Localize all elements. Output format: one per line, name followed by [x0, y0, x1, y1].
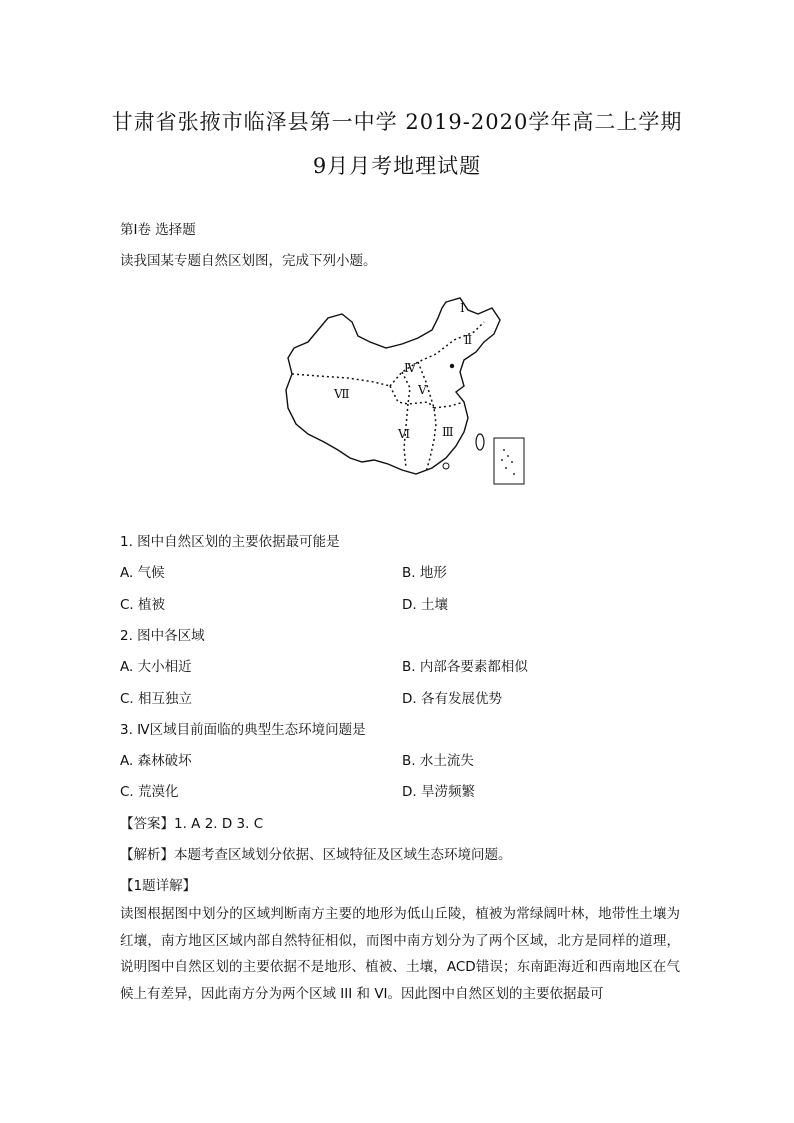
question-1-option-c: C. 植被 — [120, 597, 166, 613]
question-3-option-a: A. 森林破坏 — [120, 753, 192, 769]
question-1-option-d: D. 土壤 — [402, 597, 448, 613]
detail-heading: 【1题详解】 — [120, 878, 197, 894]
question-1-option-a: A. 气候 — [120, 565, 165, 581]
question-1-stem: 1. 图中自然区划的主要依据最可能是 — [120, 534, 340, 550]
section-heading: 第Ⅰ卷 选择题 — [120, 222, 196, 238]
question-2-stem: 2. 图中各区域 — [120, 628, 205, 644]
question-3-stem: 3. Ⅳ区域目前面临的典型生态环境问题是 — [120, 722, 366, 738]
region-label-1: Ⅰ — [460, 301, 465, 315]
region-label-3: Ⅲ — [442, 425, 454, 439]
question-2-option-c: C. 相互独立 — [120, 691, 193, 707]
question-3-option-b: B. 水土流失 — [402, 753, 474, 769]
answer-line: 【答案】1. A 2. D 3. C — [120, 816, 264, 832]
question-2-option-a: A. 大小相近 — [120, 659, 192, 675]
analysis-line: 【解析】本题考查区域划分依据、区域特征及区域生态环境问题。 — [120, 847, 512, 863]
question-3-option-c: C. 荒漠化 — [120, 784, 179, 800]
region-label-6: Ⅵ — [398, 427, 411, 441]
region-label-2: Ⅱ — [464, 333, 473, 347]
detail-paragraph: 读图根据图中划分的区域判断南方主要的地形为低山丘陵，植被为常绿阔叶林，地带性土壤为红壤，南方地区区域内部自然特征相似，而图中南方划分为了两个区域，北方是同样的道理，说明图中自然区划的主要依据不是地形、植被、土壤，ACD错误；东南距海近和西南地区在气候上有差异，因此南方分为两个区域 III 和 VI。因此图中自然区划的主要依据最可 — [120, 906, 680, 1002]
region-label-5: Ⅴ — [418, 383, 427, 397]
china-zoning-map — [278, 290, 528, 490]
question-3-option-d: D. 旱涝频繁 — [402, 784, 475, 800]
region-label-4: Ⅳ — [404, 361, 416, 375]
document-subtitle: 9月月考地理试题 — [312, 154, 482, 178]
region-label-7: Ⅶ — [334, 387, 350, 401]
china-outline — [286, 298, 500, 474]
document-title: 甘肃省张掖市临泽县第一中学 2019-2020学年高二上学期 — [111, 110, 683, 134]
question-intro: 读我国某专题自然区划图，完成下列小题。 — [120, 253, 377, 269]
question-2-option-b: B. 内部各要素都相似 — [402, 659, 528, 675]
question-1-option-b: B. 地形 — [402, 565, 447, 581]
question-2-option-d: D. 各有发展优势 — [402, 691, 502, 707]
